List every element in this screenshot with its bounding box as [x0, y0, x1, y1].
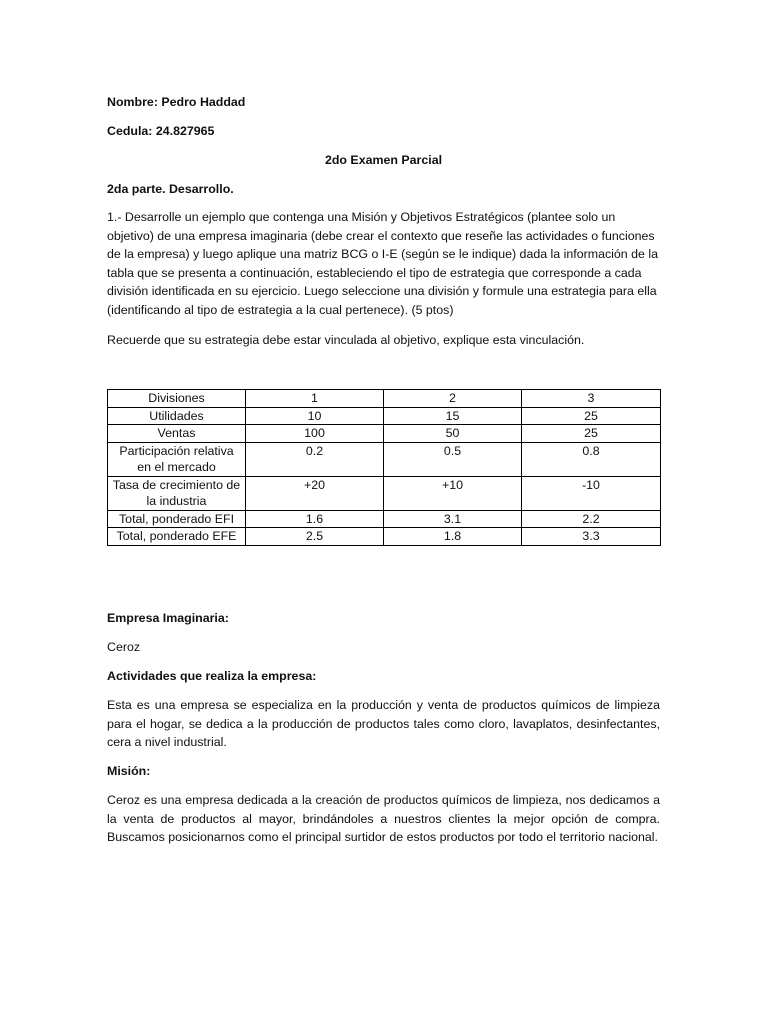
table-cell: 2.2 [522, 510, 661, 528]
table-cell: 3.1 [384, 510, 522, 528]
table-cell: 0.2 [246, 442, 384, 476]
question-text: 1.- Desarrolle un ejemplo que contenga una Misión y Objetivos Estratégicos (plantee solo un objetivo) de una empresa imaginaria (debe crear el contexto que reseñe las actividades o funciones de la empresa) y luego aplique una matriz BCG o I-E (según se le indique) dada la información de la tabla que se presenta a continuación, estableciendo el tipo de estrategia que corresponde a cada división identificada en su ejercicio. Luego seleccione una división y formule una estrategia para ella (identificando al tipo de estrategia a la cual pertenece). (5 ptos) [107, 210, 659, 317]
table-row-label: Total, ponderado EFI [108, 510, 246, 528]
table-cell: 1.6 [246, 510, 384, 528]
table-header-cell: 1 [246, 390, 384, 408]
table-cell: 25 [522, 407, 661, 425]
table-cell: 25 [522, 425, 661, 443]
company-name: Ceroz [107, 640, 141, 654]
activities-text: Esta es una empresa se especializa en la producción y venta de productos químicos de limpieza para el hogar, se dedica a la producción de productos tales como cloro, lavaplatos, desinfectantes, cera a nivel industrial. [107, 698, 660, 750]
divisions-table [107, 389, 661, 546]
table-row-label: Ventas [108, 425, 246, 443]
table-cell: 100 [246, 425, 384, 443]
table-cell: 3.3 [522, 528, 661, 546]
mission-heading: Misión: [107, 764, 151, 778]
table-header-cell: Divisiones [108, 390, 246, 408]
table-cell: 0.5 [384, 442, 522, 476]
section-heading: 2da parte. Desarrollo. [107, 182, 234, 196]
reminder-text: Recuerde que su estrategia debe estar vinculada al objetivo, explique esta vinculación. [107, 333, 585, 347]
table-row-label: Total, ponderado EFE [108, 528, 246, 546]
table-header-cell: 3 [522, 390, 661, 408]
table-cell: 50 [384, 425, 522, 443]
table-row-label: Participación relativa en el mercado [108, 442, 246, 476]
activities-heading: Actividades que realiza la empresa: [107, 669, 317, 683]
table-row [108, 510, 661, 528]
table-cell: 2.5 [246, 528, 384, 546]
student-name: Nombre: Pedro Haddad [107, 95, 246, 109]
exam-title: 2do Examen Parcial [324, 153, 443, 167]
table-row [108, 407, 661, 425]
table-row [108, 476, 661, 510]
table-row [108, 425, 661, 443]
table-row [108, 442, 661, 476]
table-cell: -10 [522, 476, 661, 510]
table-row-label: Utilidades [108, 407, 246, 425]
table-row [108, 528, 661, 546]
table-cell: 0.8 [522, 442, 661, 476]
table-cell: 1.8 [384, 528, 522, 546]
table-header-cell: 2 [384, 390, 522, 408]
table-cell: +10 [384, 476, 522, 510]
mission-text: Ceroz es una empresa dedicada a la creación de productos químicos de limpieza, nos dedicamos a la venta de productos al mayor, brindándoles a nuestros clientes la mejor opción de compra. Buscamos posicionarnos como el principal surtidor de estos productos por todo el territorio nacional. [107, 793, 660, 845]
table-header-row [108, 390, 661, 408]
table-row-label: Tasa de crecimiento de la industria [108, 476, 246, 510]
table-cell: 10 [246, 407, 384, 425]
student-id: Cedula: 24.827965 [107, 124, 215, 138]
company-heading: Empresa Imaginaria: [107, 611, 229, 625]
table-cell: +20 [246, 476, 384, 510]
table-cell: 15 [384, 407, 522, 425]
